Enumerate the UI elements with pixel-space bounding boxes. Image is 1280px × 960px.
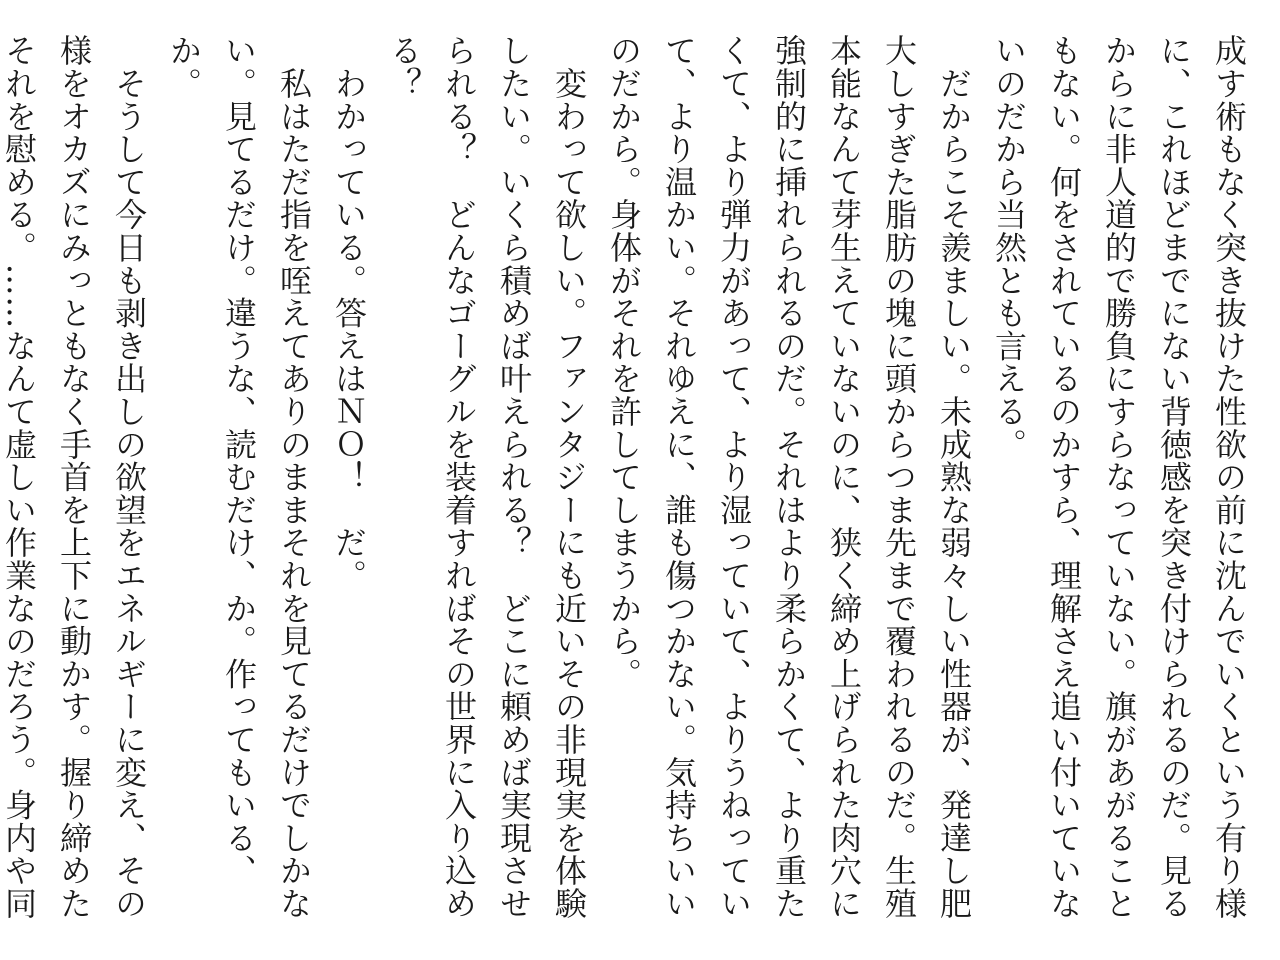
paragraph: 成す術もなく突き抜けた性欲の前に沈んでいくという有り様に、これほどまでにない背徳感を突き付けられるのだ。見るからに非人道的で勝負にすらなっていない。旗があがることもない。何をされているのかすら、理解さえ追い付いていないのだから当然とも言える。 xyxy=(990,34,1248,920)
paragraph: そうして今日も剥き出しの欲望をエネルギーに変え、その様をオカズにみっともなく手首を上下に動かす。握り締めたそれを慰める。……なんて虚しい作業なのだろう。身内や同 xyxy=(0,34,148,920)
paragraph: 私はただ指を咥えてありのままそれを見てるだけでしかない。見てるだけ。違うな、読むだけ、か。作ってもいる、か。 xyxy=(165,34,313,920)
vertical-text-body xyxy=(0,34,1256,934)
paragraph: わかっている。答えはＮＯ！ だ。 xyxy=(330,34,368,592)
paragraph: 変わって欲しい。ファンタジーにも近いその非現実を体験したい。いくら積めば叶えられる？ どこに頼めば実現させられる？ どんなゴーグルを装着すればその世界に入り込める？ xyxy=(385,34,588,920)
paragraph: だからこそ羨ましい。未成熟な弱々しい性器が、発達し肥大しすぎた脂肪の塊に頭からつま先まで覆われるのだ。生殖本能なんて芽生えていないのに、狭く締め上げられた肉穴に強制的に挿れられるのだ。それはより柔らかくて、より重たくて、より弾力があって、より湿っていて、よりうねっていて、より温かい。それゆえに、誰も傷つかない。気持ちいいのだから。身体がそれを許してしまうから。 xyxy=(605,34,973,920)
